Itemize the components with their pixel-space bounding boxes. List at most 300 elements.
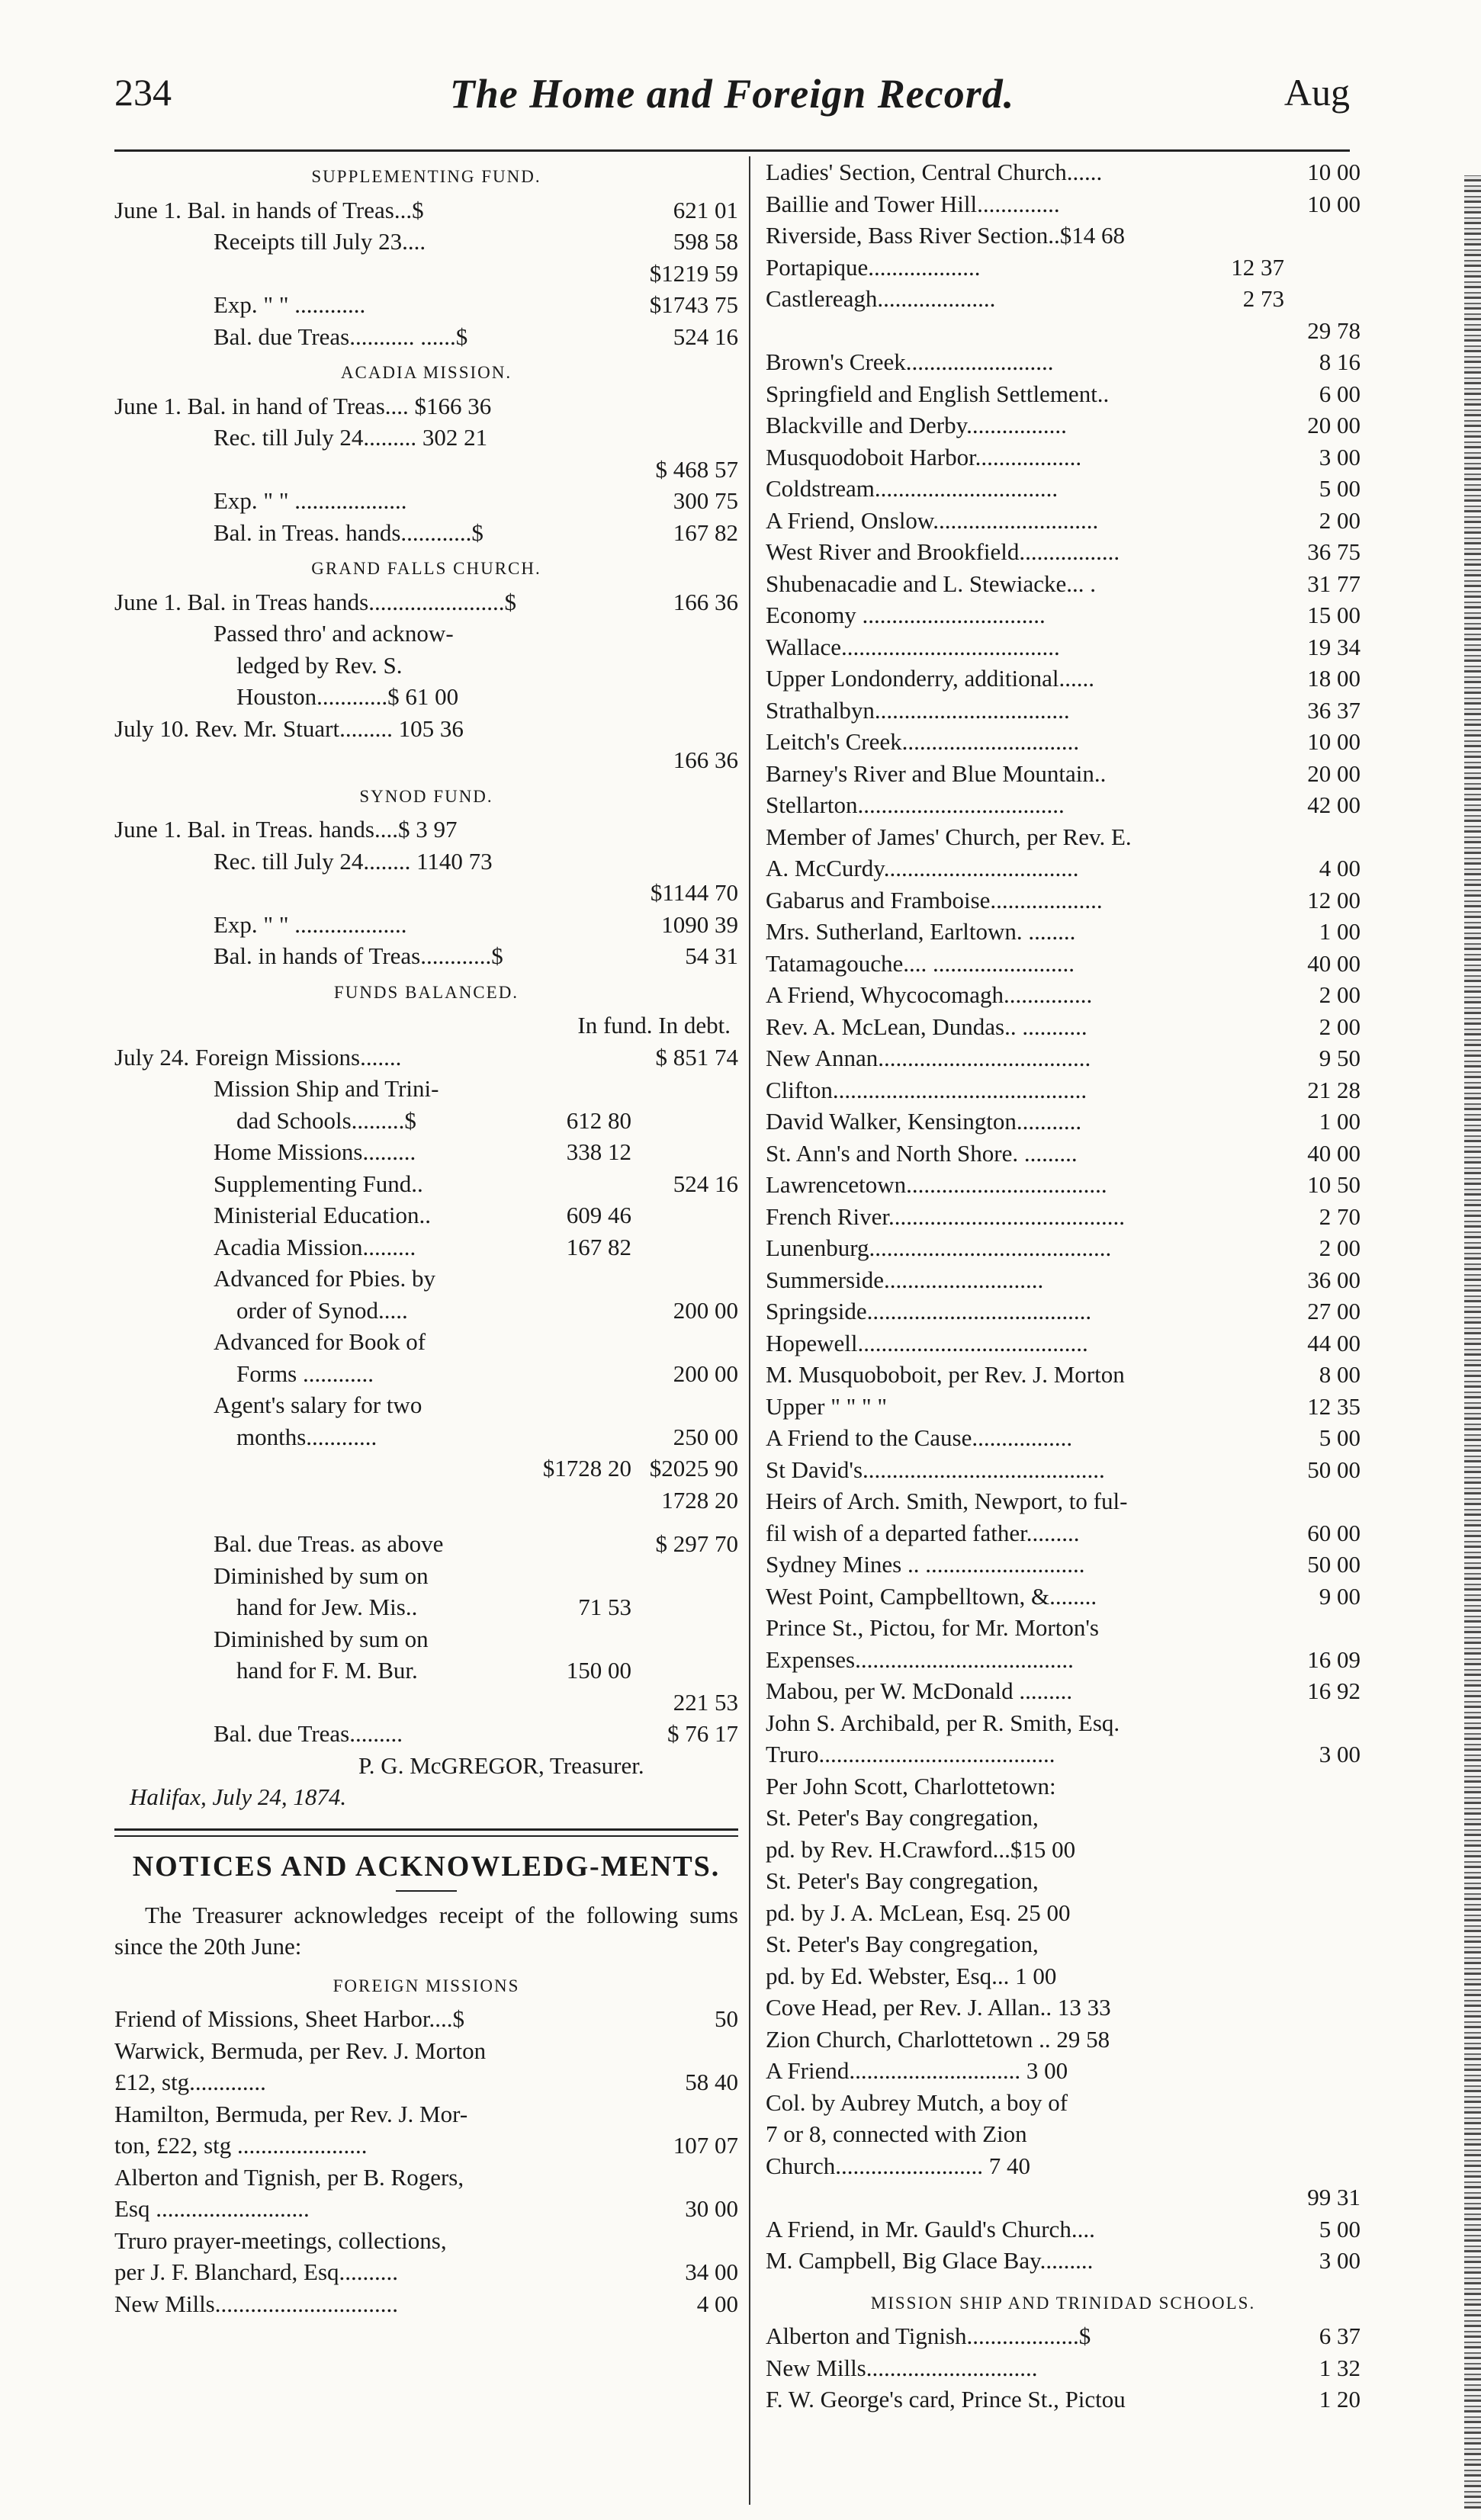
ledger-row xyxy=(114,650,738,682)
synod-fund-block xyxy=(114,814,738,972)
amount: 10 00 xyxy=(1307,728,1361,755)
acknowledgements-list xyxy=(766,156,1361,2277)
amount: 9 00 xyxy=(1319,1582,1361,1610)
column-divider xyxy=(749,156,750,2505)
donation-row xyxy=(766,1865,1361,1897)
ledger-row xyxy=(114,681,738,713)
amount: 58 40 xyxy=(685,2069,738,2095)
entry-label: Castlereagh.................... xyxy=(766,285,996,312)
entry-label: Sydney Mines .. ........................... xyxy=(766,1551,1085,1578)
amount: 27 00 xyxy=(1307,1298,1361,1324)
entry-label: Lunenburg......................................... xyxy=(766,1234,1112,1261)
notice-paragraph: The Treasurer acknowledges receipt of the following sums since the 20th June: xyxy=(114,1901,738,1960)
amount: $1144 70 xyxy=(650,879,738,906)
entry-label: June 1. Bal. in Treas hands.......................$ xyxy=(114,588,516,615)
ledger-row xyxy=(114,909,738,941)
balance-block xyxy=(114,1528,738,1750)
entry-label: Clifton........................................... xyxy=(766,1076,1087,1103)
entry-label: June 1. Bal. in hands of Treas...$ xyxy=(114,196,424,223)
entry-label: July 24. Foreign Missions....... xyxy=(114,1043,402,1071)
amount: 524 16 xyxy=(673,323,738,350)
amount: 34 00 xyxy=(685,2258,738,2285)
entry-label: Bal. in hands of Treas............$ xyxy=(214,942,503,969)
donation-row xyxy=(766,1707,1361,1739)
donation-row xyxy=(114,2130,738,2162)
entry-label: Musquodoboit Harbor.................. xyxy=(766,443,1082,470)
amount: 3 00 xyxy=(1319,2247,1361,2274)
donation-row xyxy=(766,599,1361,631)
entry-label: Passed thro' and acknow- xyxy=(214,620,454,647)
ledger-row xyxy=(114,1105,738,1137)
entry-label: Bal. due Treas........... ......$ xyxy=(214,323,468,350)
right-column xyxy=(766,156,1361,2416)
ledger-row xyxy=(114,814,738,846)
entry-label: Rev. A. McLean, Dundas.. ........... xyxy=(766,1013,1087,1040)
entry-label: St. Ann's and North Shore. ......... xyxy=(766,1139,1078,1167)
donation-row xyxy=(766,884,1361,917)
section-heading: GRAND FALLS CHURCH. xyxy=(311,559,541,578)
amount: 2 00 xyxy=(1319,981,1361,1008)
entry-label: Ministerial Education.. xyxy=(214,1202,431,1228)
amount: 524 16 xyxy=(673,1170,738,1197)
amount: 6 00 xyxy=(1319,380,1361,407)
donation-row xyxy=(114,2003,738,2035)
ledger-row xyxy=(114,1718,738,1750)
donation-row xyxy=(766,2245,1361,2277)
donation-row xyxy=(766,1106,1361,1138)
amount: 1 20 xyxy=(1319,2386,1361,2412)
donation-row xyxy=(766,1485,1361,1517)
donation-row xyxy=(766,1264,1361,1296)
donation-row xyxy=(766,2055,1361,2087)
entry-label: Wallace..................................... xyxy=(766,633,1060,660)
amount: 36 00 xyxy=(1307,1266,1361,1293)
amount: $1743 75 xyxy=(649,291,738,318)
entry-label: Truro prayer-meetings, collections, xyxy=(114,2226,447,2254)
entry-label: Shubenacadie and L. Stewiacke... . xyxy=(766,570,1096,597)
donation-row xyxy=(766,1960,1361,1992)
ledger-row xyxy=(114,1073,738,1105)
amount: 3 00 xyxy=(1319,1741,1361,1767)
donation-row xyxy=(766,252,1361,284)
ledger-row xyxy=(114,485,738,517)
entry-label: Portapique................... xyxy=(766,253,981,281)
amount: 2 00 xyxy=(1319,1013,1361,1040)
page-edge-scan-noise xyxy=(1464,175,1481,2509)
entry-label: West Point, Campbelltown, &........ xyxy=(766,1582,1097,1610)
entry-label: New Mills............................... xyxy=(114,2290,398,2317)
amount: 5 00 xyxy=(1319,1424,1361,1451)
donation-row xyxy=(766,1675,1361,1707)
ledger-row xyxy=(114,1528,738,1560)
entry-label: per J. F. Blanchard, Esq.......... xyxy=(114,2258,399,2285)
entry-label: Barney's River and Blue Mountain.. xyxy=(766,759,1107,787)
entry-label: Coldstream............................... xyxy=(766,475,1059,502)
donation-row xyxy=(766,409,1361,441)
donation-row xyxy=(766,1422,1361,1454)
donation-row xyxy=(766,695,1361,727)
amount: 8 00 xyxy=(1319,1361,1361,1388)
amount: 54 31 xyxy=(685,942,738,969)
entry-label: Exp. " " ............ xyxy=(214,291,366,318)
donation-row xyxy=(766,1138,1361,1170)
amount: 20 00 xyxy=(1307,412,1361,438)
amount: 50 xyxy=(715,2005,738,2032)
amount: $2025 90 xyxy=(649,1455,738,1482)
amount: 21 28 xyxy=(1307,1076,1361,1103)
ledger-row xyxy=(114,1453,738,1485)
ledger-row xyxy=(114,1623,738,1655)
donation-row xyxy=(766,2320,1361,2352)
donation-row xyxy=(766,2118,1361,2150)
entry-label: Lawrencetown.................................. xyxy=(766,1171,1107,1198)
ledger-row xyxy=(114,1042,738,1074)
entry-label: A Friend, Onslow............................ xyxy=(766,506,1099,534)
donation-row xyxy=(766,1992,1361,2024)
amount: 12 35 xyxy=(1307,1392,1361,1420)
amount-in-fund: 167 82 xyxy=(566,1233,631,1260)
donation-row xyxy=(766,2213,1361,2246)
donation-row xyxy=(766,156,1361,188)
entry-label: F. W. George's card, Prince St., Pictou xyxy=(766,2386,1126,2412)
amount-in-fund: 338 12 xyxy=(566,1138,631,1165)
amount: 221 53 xyxy=(673,1688,738,1716)
ledger-row xyxy=(114,1655,738,1687)
donation-row xyxy=(766,2150,1361,2182)
entry-label: Brown's Creek......................... xyxy=(766,348,1054,375)
entry-label: Mabou, per W. McDonald ......... xyxy=(766,1677,1073,1704)
amount: 6 37 xyxy=(1319,2323,1361,2349)
donation-row xyxy=(766,2087,1361,2119)
entry-label: St. Peter's Bay congregation, xyxy=(766,1867,1039,1894)
section-heading: ACADIA MISSION. xyxy=(340,363,512,382)
donation-row xyxy=(766,505,1361,537)
amount: 29 78 xyxy=(1307,316,1361,344)
entry-label: Houston............$ 61 00 xyxy=(236,683,459,710)
entry-label: Bal. due Treas. as above xyxy=(214,1530,444,1557)
entry-label: Upper Londonderry, additional...... xyxy=(766,665,1095,692)
entry-label: Tatamagouche.... ........................ xyxy=(766,949,1075,977)
section-heading: FUNDS BALANCED. xyxy=(333,982,519,1002)
entry-label: ton, £22, stg ...................... xyxy=(114,2132,368,2159)
donation-row xyxy=(766,916,1361,948)
grand-falls-block xyxy=(114,586,738,776)
donation-row xyxy=(766,378,1361,410)
entry-label: hand for Jew. Mis.. xyxy=(236,1594,418,1620)
ledger-row xyxy=(114,517,738,549)
amount: 1 32 xyxy=(1319,2354,1361,2381)
entry-label: Springside...................................... xyxy=(766,1298,1092,1324)
donation-row xyxy=(114,2225,738,2257)
entry-label: West River and Brookfield................. xyxy=(766,538,1120,565)
donation-row xyxy=(766,473,1361,505)
entry-label: Bal. in Treas. hands............$ xyxy=(214,518,483,546)
entry-label: Hamilton, Bermuda, per Rev. J. Mor- xyxy=(114,2100,468,2127)
entry-label: Truro........................................ xyxy=(766,1741,1055,1767)
entry-label: Ladies' Section, Central Church...... xyxy=(766,159,1103,185)
entry-label: Advanced for Book of xyxy=(214,1328,426,1355)
amount: 1 00 xyxy=(1319,1108,1361,1135)
entry-label: Heirs of Arch. Smith, Newport, to ful- xyxy=(766,1488,1128,1514)
entry-label: Alberton and Tignish, per B. Rogers, xyxy=(114,2163,464,2191)
amount: 30 00 xyxy=(685,2195,738,2222)
donation-row xyxy=(766,1042,1361,1074)
ledger-row xyxy=(114,454,738,486)
amount: $ 297 70 xyxy=(655,1530,738,1557)
donation-row xyxy=(766,188,1361,220)
amount: 42 00 xyxy=(1307,791,1361,818)
ledger-row xyxy=(114,194,738,226)
amount: 166 36 xyxy=(673,588,738,615)
foreign-missions-list xyxy=(114,2003,738,2319)
donation-row xyxy=(766,1454,1361,1486)
section-heading: SUPPLEMENTING FUND. xyxy=(311,167,541,186)
dateline: Halifax, July 24, 1874. xyxy=(130,1783,347,1810)
entry-label: pd. by J. A. McLean, Esq. 25 00 xyxy=(766,1899,1071,1926)
section-heading: FOREIGN MISSIONS xyxy=(333,1976,520,1995)
donation-row xyxy=(766,1169,1361,1201)
ledger-row xyxy=(114,1389,738,1421)
amount: 12 00 xyxy=(1307,886,1361,913)
subtotal: 12 37 xyxy=(1231,253,1284,281)
entry-label: Receipts till July 23.... xyxy=(214,228,426,255)
donation-row xyxy=(114,2098,738,2130)
ledger-row xyxy=(114,1560,738,1592)
entry-label: June 1. Bal. in Treas. hands....$ 3 97 xyxy=(114,816,458,843)
donation-row xyxy=(766,726,1361,758)
amount: 20 00 xyxy=(1307,759,1361,787)
entry-label: A Friend, Whycocomagh............... xyxy=(766,981,1093,1008)
ledger-row xyxy=(114,321,738,353)
entry-label: French River........................................ xyxy=(766,1202,1125,1230)
amount: 10 50 xyxy=(1307,1171,1361,1198)
donation-row xyxy=(766,536,1361,568)
donation-row xyxy=(766,1581,1361,1613)
amount-in-fund: $1728 20 xyxy=(542,1455,631,1482)
entry-label: Exp. " " ................... xyxy=(214,910,407,938)
donation-row xyxy=(766,2384,1361,2416)
amount: 250 00 xyxy=(673,1423,738,1450)
amount: 167 82 xyxy=(673,518,738,546)
entry-label: Member of James' Church, per Rev. E. xyxy=(766,823,1132,850)
donation-row xyxy=(766,568,1361,600)
donation-row xyxy=(766,2181,1361,2213)
amount: 50 00 xyxy=(1307,1551,1361,1578)
entry-label: Home Missions......... xyxy=(214,1138,416,1165)
amount: 9 50 xyxy=(1319,1045,1361,1071)
donation-row xyxy=(766,789,1361,821)
entry-label: A Friend............................. 3 00 xyxy=(766,2057,1068,2084)
amount: 2 00 xyxy=(1319,506,1361,534)
donation-row xyxy=(766,346,1361,378)
amount: 15 00 xyxy=(1307,602,1361,628)
amount: 19 34 xyxy=(1307,633,1361,660)
ledger-row xyxy=(114,1687,738,1719)
ledger-row xyxy=(114,846,738,878)
donation-row xyxy=(766,1327,1361,1360)
supplementing-fund-block xyxy=(114,194,738,353)
donation-row xyxy=(766,1770,1361,1803)
entry-label: pd. by Ed. Webster, Esq... 1 00 xyxy=(766,1962,1057,1989)
entry-label: Summerside........................... xyxy=(766,1266,1044,1293)
ledger-row xyxy=(114,1295,738,1327)
amount: 10 00 xyxy=(1307,190,1361,217)
amount: 1090 39 xyxy=(661,910,738,938)
entry-label: New Annan.................................... xyxy=(766,1045,1091,1071)
entry-label: Bal. due Treas......... xyxy=(214,1720,403,1747)
ledger-row xyxy=(114,390,738,422)
amount: 40 00 xyxy=(1307,949,1361,977)
ledger-row xyxy=(114,1136,738,1168)
entry-label: dad Schools.........$ xyxy=(236,1106,416,1134)
entry-label: Col. by Aubrey Mutch, a boy of xyxy=(766,2088,1068,2116)
entry-label: months............ xyxy=(236,1423,377,1450)
amount: $1219 59 xyxy=(649,259,738,287)
entry-label: Advanced for Pbies. by xyxy=(214,1265,435,1292)
donation-row xyxy=(114,2066,738,2098)
entry-label: Expenses..................................... xyxy=(766,1645,1074,1673)
donation-row xyxy=(766,315,1361,347)
amount: 4 00 xyxy=(1319,855,1361,881)
donation-row xyxy=(766,1295,1361,1327)
entry-label: pd. by Rev. H.Crawford...$15 00 xyxy=(766,1835,1076,1863)
donation-row xyxy=(114,2256,738,2288)
ledger-row xyxy=(114,618,738,650)
ledger-row xyxy=(114,1591,738,1623)
amount: 1 00 xyxy=(1319,918,1361,945)
ledger-row xyxy=(114,877,738,909)
entry-label: Springfield and English Settlement.. xyxy=(766,380,1110,407)
amount: 2 00 xyxy=(1319,1234,1361,1261)
journal-title: The Home and Foreign Record. xyxy=(449,71,1015,117)
entry-label: July 10. Rev. Mr. Stuart......... 105 36 xyxy=(114,714,464,742)
donation-row xyxy=(766,1612,1361,1644)
entry-label: St David's......................................... xyxy=(766,1456,1105,1483)
double-rule xyxy=(114,1828,738,1837)
donation-row xyxy=(766,1517,1361,1549)
entry-label: Stellarton................................... xyxy=(766,791,1065,818)
entry-label: John S. Archibald, per R. Smith, Esq. xyxy=(766,1709,1120,1736)
page-number: 234 xyxy=(114,71,172,114)
entry-label: Per John Scott, Charlottetown: xyxy=(766,1772,1056,1799)
amount: 31 77 xyxy=(1307,570,1361,597)
donation-row xyxy=(766,220,1361,252)
amount: 40 00 xyxy=(1307,1139,1361,1167)
amount: 166 36 xyxy=(673,746,738,773)
entry-label: £12, stg............. xyxy=(114,2069,266,2095)
donation-row xyxy=(766,663,1361,695)
amount: 44 00 xyxy=(1307,1329,1361,1356)
entry-label: Economy ............................... xyxy=(766,602,1046,628)
amount-in-fund: 598 58 xyxy=(673,228,738,255)
amount: 200 00 xyxy=(673,1296,738,1324)
donation-row xyxy=(766,821,1361,853)
donation-row xyxy=(766,1549,1361,1581)
donation-row xyxy=(766,1897,1361,1929)
entry-label: Hopewell....................................... xyxy=(766,1329,1088,1356)
ledger-row xyxy=(114,744,738,776)
ledger-row xyxy=(114,226,738,258)
donation-row xyxy=(766,948,1361,980)
amount: 4 00 xyxy=(696,2290,738,2317)
donation-row xyxy=(766,1738,1361,1770)
entry-label: Riverside, Bass River Section..$14 68 xyxy=(766,222,1125,249)
donation-row xyxy=(766,2024,1361,2056)
donation-row xyxy=(766,758,1361,790)
ledger-row xyxy=(114,713,738,745)
ledger-row xyxy=(114,1263,738,1295)
entry-label: Leitch's Creek.............................. xyxy=(766,728,1080,755)
notices-heading: NOTICES AND ACKNOWLEDG-MENTS. xyxy=(132,1850,721,1883)
amount: 107 07 xyxy=(673,2132,738,2159)
entry-label: M. Musquoboboit, per Rev. J. Morton xyxy=(766,1361,1125,1388)
amount-in-fund: 612 80 xyxy=(566,1106,631,1134)
entry-label: Upper " " " " xyxy=(766,1392,888,1420)
donation-row xyxy=(766,1928,1361,1960)
amount: 5 00 xyxy=(1319,475,1361,502)
donation-row xyxy=(114,2193,738,2225)
amount: 36 37 xyxy=(1307,696,1361,724)
ledger-row xyxy=(114,1421,738,1453)
amount: 5 00 xyxy=(1319,2215,1361,2242)
amount: 18 00 xyxy=(1307,665,1361,692)
amount: 50 00 xyxy=(1307,1456,1361,1483)
amount: 36 75 xyxy=(1307,538,1361,565)
amount: 16 09 xyxy=(1307,1645,1361,1673)
entry-label: Rec. till July 24......... 302 21 xyxy=(214,424,488,451)
amount: 300 75 xyxy=(673,487,738,514)
donation-row xyxy=(766,852,1361,884)
donation-row xyxy=(766,1834,1361,1866)
entry-label: Acadia Mission......... xyxy=(214,1233,416,1260)
amount: 3 00 xyxy=(1319,443,1361,470)
entry-label: 7 or 8, connected with Zion xyxy=(766,2120,1027,2147)
running-month: Aug xyxy=(1283,71,1350,114)
amount: 200 00 xyxy=(673,1360,738,1387)
donation-row xyxy=(766,1011,1361,1043)
amount-in-fund: 71 53 xyxy=(578,1594,631,1620)
ledger-row xyxy=(114,586,738,618)
donation-row xyxy=(766,1359,1361,1391)
amount-in-fund: 609 46 xyxy=(566,1202,631,1228)
entry-label: June 1. Bal. in hand of Treas.... $166 36 xyxy=(114,392,492,419)
mission-ship-list xyxy=(766,2320,1361,2416)
ledger-row xyxy=(114,1199,738,1231)
page-header xyxy=(114,70,1350,139)
entry-label: Prince St., Pictou, for Mr. Morton's xyxy=(766,1614,1099,1641)
amount: 16 92 xyxy=(1307,1677,1361,1704)
entry-label: St. Peter's Bay congregation, xyxy=(766,1804,1039,1831)
ledger-row xyxy=(114,940,738,972)
amount: 8 16 xyxy=(1319,348,1361,375)
entry-label: Warwick, Bermuda, per Rev. J. Morton xyxy=(114,2037,487,2064)
donation-row xyxy=(766,1201,1361,1233)
entry-label: M. Campbell, Big Glace Bay......... xyxy=(766,2247,1094,2274)
entry-label: A Friend to the Cause................. xyxy=(766,1424,1073,1451)
amount: 1728 20 xyxy=(661,1486,738,1514)
donation-row xyxy=(766,631,1361,663)
entry-label: Esq .......................... xyxy=(114,2195,310,2222)
donation-row xyxy=(766,1074,1361,1106)
subtotal: 2 73 xyxy=(1242,285,1284,312)
amount-in-fund: 621 01 xyxy=(673,196,738,223)
entry-label: Exp. " " ................... xyxy=(214,487,407,514)
amount-in-fund: 150 00 xyxy=(566,1657,631,1684)
acadia-mission-block xyxy=(114,390,738,549)
donation-row xyxy=(766,1644,1361,1676)
ledger-row xyxy=(114,1326,738,1358)
donation-row xyxy=(766,1232,1361,1264)
